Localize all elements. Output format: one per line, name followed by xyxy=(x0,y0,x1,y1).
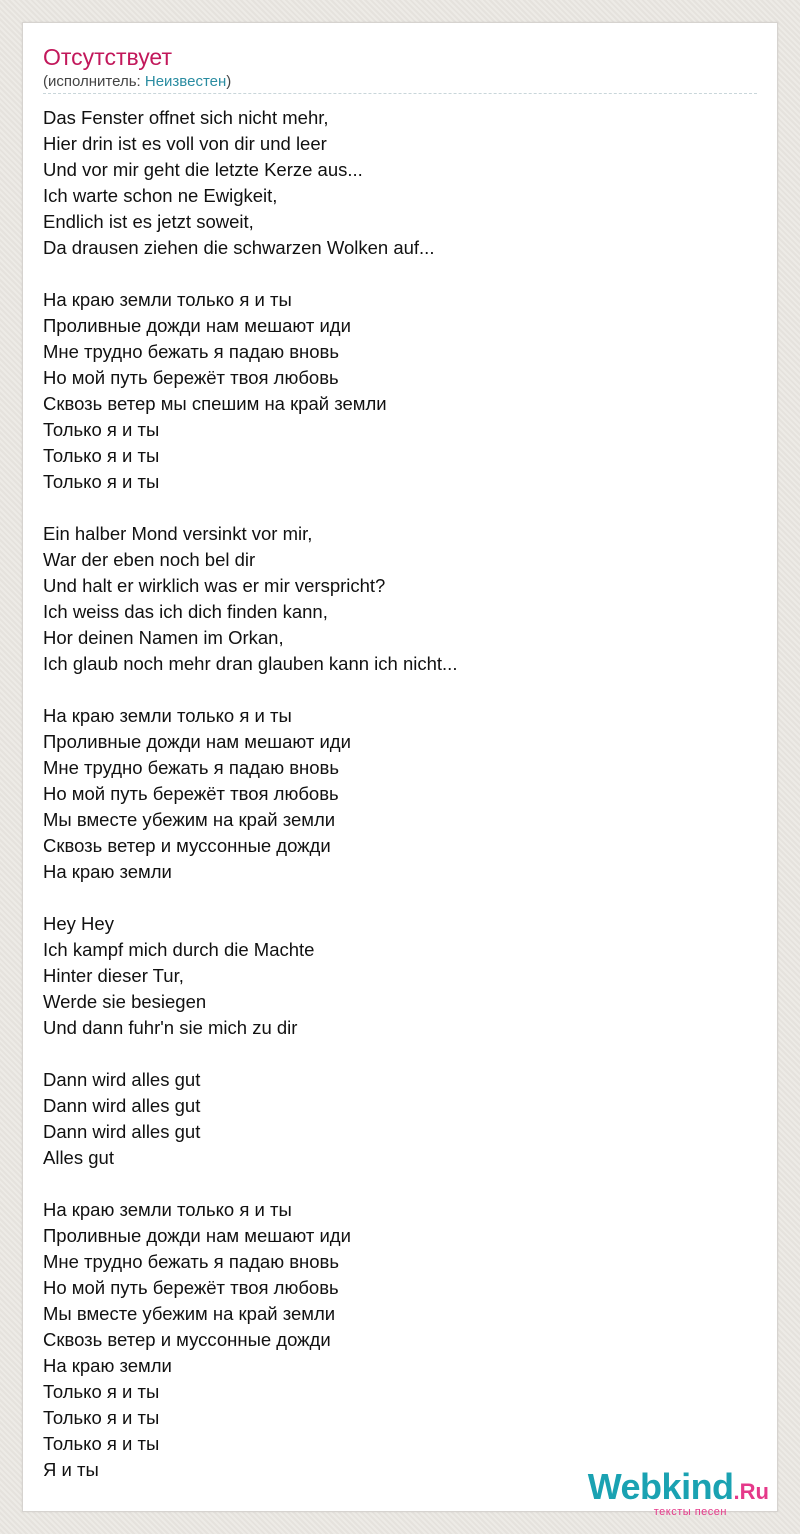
webkind-logo[interactable] xyxy=(587,1466,769,1518)
lyric-line: Но мой путь бережёт твоя любовь xyxy=(43,783,339,804)
lyric-line: Und halt er wirklich was er mir verspricht? xyxy=(43,575,386,596)
stanza-break xyxy=(43,1041,757,1067)
lyric-line: Только я и ты xyxy=(43,419,160,440)
lyric-line: Мне трудно бежать я падаю вновь xyxy=(43,1251,340,1272)
logo-tagline: тексты песен xyxy=(653,1506,727,1518)
dashed-divider xyxy=(43,93,757,94)
lyric-line: Und vor mir geht die letzte Kerze aus... xyxy=(43,159,363,180)
artist-prefix: (исполнитель: xyxy=(43,73,145,90)
lyric-line: Только я и ты xyxy=(43,1407,160,1428)
artist-line xyxy=(43,73,231,91)
lyric-line: Но мой путь бережёт твоя любовь xyxy=(43,367,339,388)
lyric-line: Und dann fuhr'n sie mich zu dir xyxy=(43,1017,298,1038)
lyric-line: Только я и ты xyxy=(43,1433,160,1454)
lyrics-text xyxy=(43,105,757,1483)
lyric-line: Проливные дожди нам мешают иди xyxy=(43,315,351,336)
lyric-line: Ich warte schon ne Ewigkeit, xyxy=(43,185,278,206)
artist-link[interactable]: Неизвестен xyxy=(144,73,227,90)
lyric-line: Ich glaub noch mehr dran glauben kann ich nicht... xyxy=(43,653,458,674)
lyric-line: Ein halber Mond versinkt vor mir, xyxy=(43,523,313,544)
song-title: Отсутствует xyxy=(43,44,172,70)
lyric-line: На краю земли только я и ты xyxy=(43,289,292,310)
lyric-line: Мы вместе убежим на край земли xyxy=(43,809,336,830)
lyric-line: Мне трудно бежать я падаю вновь xyxy=(43,341,340,362)
lyric-line: War der eben noch bel dir xyxy=(43,549,256,570)
lyric-line: Но мой путь бережёт твоя любовь xyxy=(43,1277,339,1298)
lyric-line: Da drausen ziehen die schwarzen Wolken auf... xyxy=(43,237,435,258)
artist-suffix: ) xyxy=(226,73,232,90)
lyric-line: Я и ты xyxy=(43,1459,99,1480)
lyric-line: Проливные дожди нам мешают иди xyxy=(43,1225,351,1246)
lyric-line: Das Fenster offnet sich nicht mehr, xyxy=(43,107,329,128)
lyric-line: Мне трудно бежать я падаю вновь xyxy=(43,757,340,778)
lyric-line: Hey Hey xyxy=(43,913,114,934)
lyric-line: Ich weiss das ich dich finden kann, xyxy=(43,601,328,622)
lyric-line: Сквозь ветер мы спешим на край земли xyxy=(43,393,387,414)
lyric-line: Только я и ты xyxy=(43,1381,160,1402)
lyric-line: Werde sie besiegen xyxy=(43,991,207,1012)
lyric-line: Alles gut xyxy=(43,1147,114,1168)
lyric-line: На краю земли только я и ты xyxy=(43,705,292,726)
lyric-line: Hor deinen Namen im Orkan, xyxy=(43,627,284,648)
lyrics-card xyxy=(22,22,778,1518)
lyric-line: На краю земли xyxy=(43,861,172,882)
lyric-line: Только я и ты xyxy=(43,471,160,492)
logo-domain: .Ru xyxy=(733,1479,769,1504)
lyric-line: Сквозь ветер и муссонные дожди xyxy=(43,835,331,856)
stanza-break xyxy=(43,1171,757,1197)
stanza-break xyxy=(43,885,757,911)
stanza-break xyxy=(43,261,757,287)
lyric-line: Мы вместе убежим на край земли xyxy=(43,1303,336,1324)
lyric-line: Dann wird alles gut xyxy=(43,1069,201,1090)
stanza-break xyxy=(43,677,757,703)
lyric-line: Только я и ты xyxy=(43,445,160,466)
lyric-line: На краю земли только я и ты xyxy=(43,1199,292,1220)
lyric-line: Сквозь ветер и муссонные дожди xyxy=(43,1329,331,1350)
stanza-break xyxy=(43,495,757,521)
lyric-line: Проливные дожди нам мешают иди xyxy=(43,731,351,752)
lyric-line: Endlich ist es jetzt soweit, xyxy=(43,211,254,232)
lyric-line: На краю земли xyxy=(43,1355,172,1376)
lyric-line: Hinter dieser Tur, xyxy=(43,965,184,986)
lyric-line: Dann wird alles gut xyxy=(43,1095,201,1116)
lyric-line: Ich kampf mich durch die Machte xyxy=(43,939,315,960)
logo-wordmark: Webkind xyxy=(587,1466,734,1507)
lyric-line: Dann wird alles gut xyxy=(43,1121,201,1142)
lyric-line: Hier drin ist es voll von dir und leer xyxy=(43,133,327,154)
